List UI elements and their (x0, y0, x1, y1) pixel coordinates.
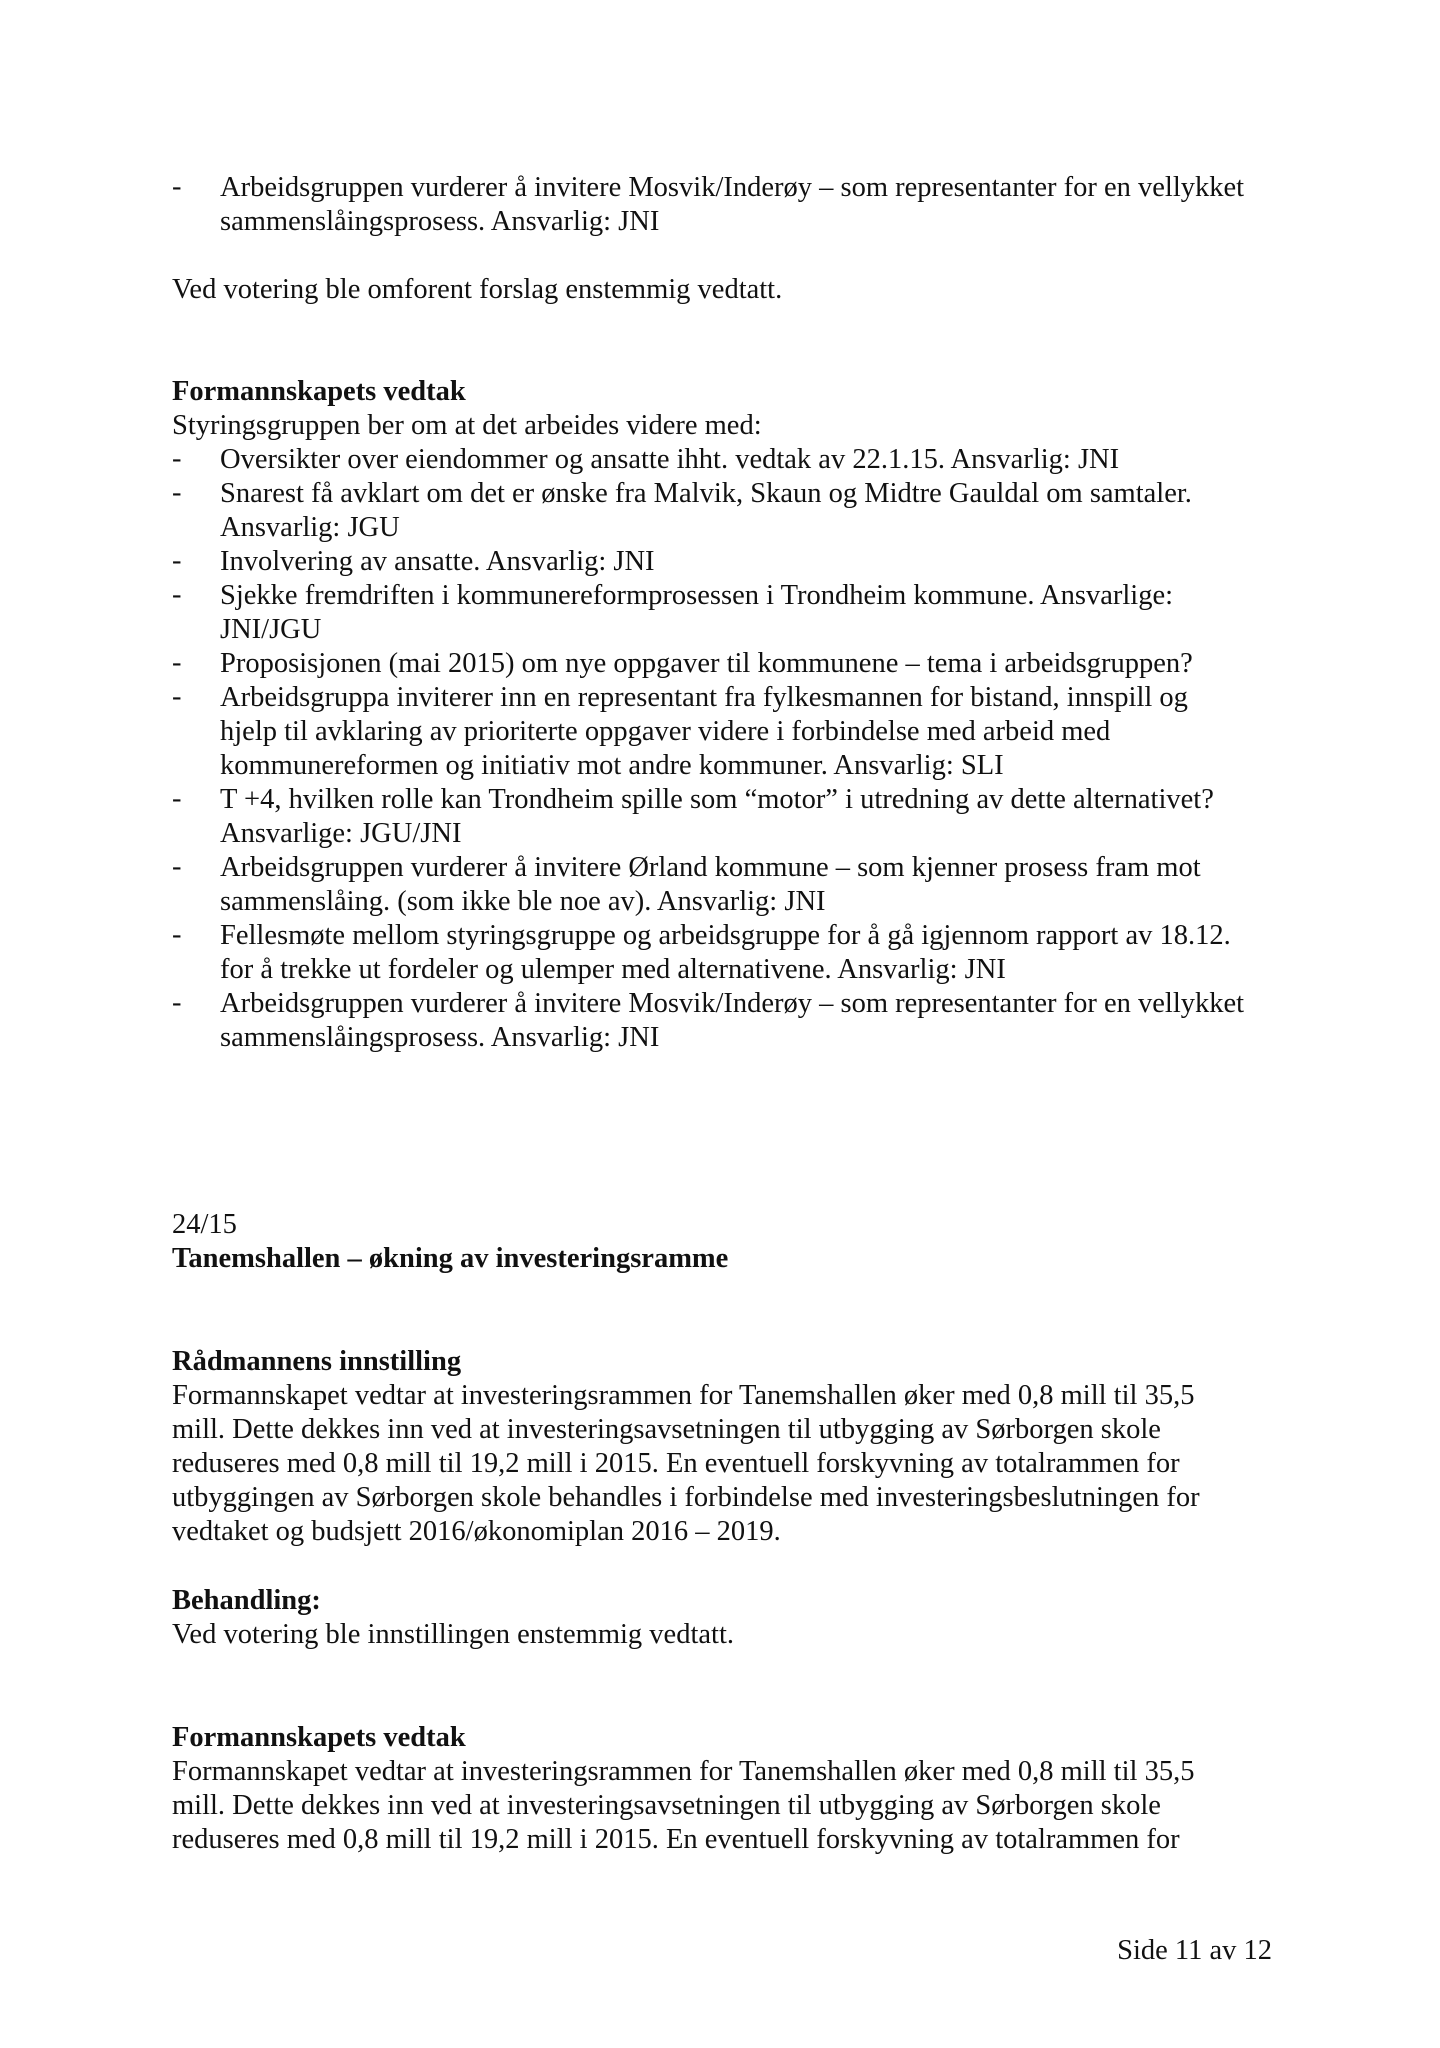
list-dash: - (172, 919, 182, 950)
top-list (172, 171, 1282, 239)
section-behandling: Behandling: Ved votering ble innstillingen enstemmig vedtatt. (172, 1584, 1282, 1652)
list-dash: - (172, 647, 182, 678)
list-dash: - (172, 545, 182, 576)
list-item: - Arbeidsgruppen vurderer å invitere Mosvik/Inderøy – som representanter for en vellykket sammenslåingsprosess. Ansvarlig: JNI (172, 171, 1245, 237)
list-item: - Oversikter over eiendommer og ansatte ihht. vedtak av 22.1.15. Ansvarlig: JNI (172, 443, 1120, 475)
list-dash: - (172, 987, 182, 1018)
list-item: - Arbeidsgruppen vurderer å invitere Mosvik/Inderøy – som representanter for en vellykket sammenslåingsprosess. Ansvarlig: JNI (172, 987, 1245, 1053)
case-number: 24/15 (172, 1209, 237, 1240)
list-dash: - (172, 443, 182, 474)
list-item: - Arbeidsgruppen vurderer å invitere Ørland kommune – som kjenner prosess fram mot sammenslåing. (som ikke ble noe av). Ansvarlig: JNI (172, 851, 1201, 917)
list-item: - Snarest få avklart om det er ønske fra Malvik, Skaun og Midtre Gauldal om samtaler. Ansvarlig: JGU (172, 477, 1192, 543)
section-radmannens-innstilling: Rådmannens innstilling Formannskapet vedtar at investeringsrammen for Tanemshallen øker med 0,8 mill til 35,5 mill. Dette dekkes inn ved at investeringsavsetningen til utbygging av Sørborgen skole reduseres med 0,8 mill til 19,2 mill i 2015. En eventuell forskyvning av totalrammen for utbyggingen av Sørborgen skole behandles i forbindelse med investeringsbeslutningen for vedtaket og budsjett 2016/økonomiplan 2016 – 2019. (172, 1345, 1282, 1549)
case-title: Tanemshallen – økning av investeringsramme (172, 1243, 729, 1274)
vote-note: Ved votering ble omforent forslag enstemmig vedtatt. (172, 274, 783, 305)
list-item: - Arbeidsgruppa inviterer inn en representant fra fylkesmannen for bistand, innspill og hjelp til avklaring av prioriterte oppgaver videre i forbindelse med arbeid med kommunereformen og initiativ mot andre kommuner. Ansvarlig: SLI (172, 681, 1188, 781)
list-item: - Proposisjonen (mai 2015) om nye oppgaver til kommunene – tema i arbeidsgruppen? (172, 647, 1193, 679)
section-formannskapets-vedtak-2: Formannskapets vedtak Formannskapet vedtar at investeringsrammen for Tanemshallen øker med 0,8 mill til 35,5 mill. Dette dekkes inn ved at investeringsavsetningen til utbygging av Sørborgen skole reduseres med 0,8 mill til 19,2 mill i 2015. En eventuell forskyvning av totalrammen for (172, 1721, 1282, 1857)
list-dash: - (172, 477, 182, 508)
section-heading: Rådmannens innstilling (172, 1346, 462, 1377)
section-heading: Formannskapets vedtak (172, 376, 466, 407)
list-dash: - (172, 783, 182, 814)
case-header (172, 1208, 1282, 1276)
list-item: - Involvering av ansatte. Ansvarlig: JNI (172, 545, 655, 577)
list-dash: - (172, 579, 182, 610)
list-dash: - (172, 681, 182, 712)
list-item: - Fellesmøte mellom styringsgruppe og arbeidsgruppe for å gå igjennom rapport av 18.12. for å trekke ut fordeler og ulemper med alternativene. Ansvarlig: JNI (172, 919, 1231, 985)
section-heading: Behandling: (172, 1585, 321, 1616)
list-item: - T +4, hvilken rolle kan Trondheim spille som “motor” i utredning av dette alternativet? Ansvarlige: JGU/JNI (172, 783, 1214, 849)
section-intro: Styringsgruppen ber om at det arbeides videre med: (172, 410, 762, 441)
list-item: - Sjekke fremdriften i kommunereformprosessen i Trondheim kommune. Ansvarlige: JNI/JGU (172, 579, 1174, 645)
section-formannskapets-vedtak-1 (172, 375, 1282, 1055)
list-dash: - (172, 171, 182, 202)
page-number: Side 11 av 12 (1117, 1935, 1272, 1966)
list-dash: - (172, 851, 182, 882)
section-heading: Formannskapets vedtak (172, 1722, 466, 1753)
